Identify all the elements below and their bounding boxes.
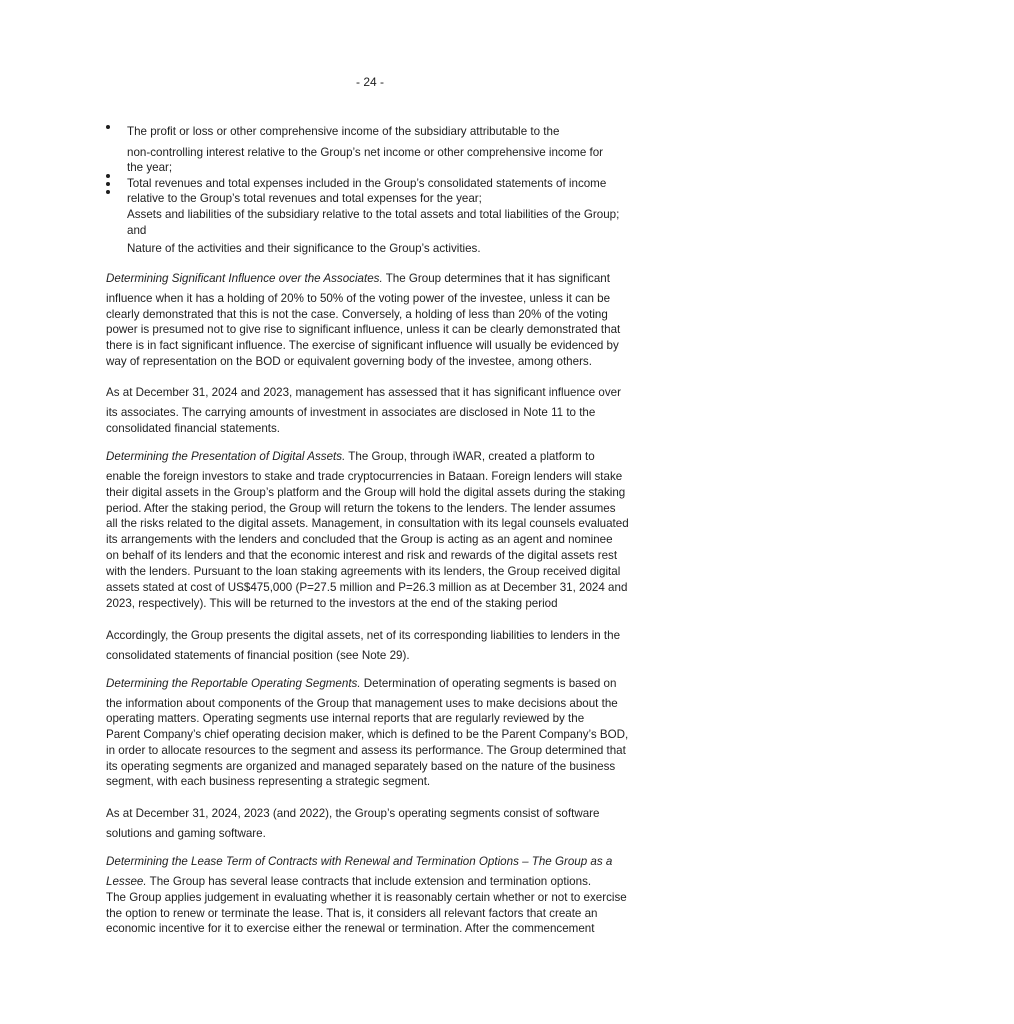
paragraph-line: with the lenders. Pursuant to the loan staking agreements with its lenders, the Group received digital — [106, 565, 621, 578]
bullet-marker — [106, 182, 110, 186]
paragraph-lead: Determination of operating segments is based on — [360, 677, 617, 690]
paragraph-line: Parent Company’s chief operating decision maker, which is defined to be the Parent Company’s BOD, — [106, 728, 629, 741]
bullet-marker — [106, 174, 110, 178]
paragraph-line: consolidated statements of financial position (see Note 29). — [106, 649, 410, 662]
paragraph-line: solutions and gaming software. — [106, 827, 266, 840]
paragraph-line — [106, 854, 612, 869]
bullet-text: and — [127, 224, 147, 237]
bullet-text: relative to the Group’s total revenues and total expenses for the year; — [127, 192, 482, 205]
paragraph-line: the option to renew or terminate the lease. That is, it considers all relevant factors that create an — [106, 907, 598, 920]
paragraph-line: there is in fact significant influence. The exercise of significant influence will usually be evidenced by — [106, 339, 619, 352]
paragraph-heading: Determining the Reportable Operating Segments. — [106, 677, 361, 690]
paragraph-line: period. After the staking period, the Group will return the tokens to the lenders. The lender assumes — [106, 502, 616, 515]
paragraph-line: power is presumed not to give rise to significant influence, unless it can be clearly demonstrated that — [106, 323, 621, 336]
paragraph-lead: The Group, through iWAR, created a platform to — [345, 450, 595, 463]
paragraph-line: Accordingly, the Group presents the digital assets, net of its corresponding liabilities to lenders in the — [106, 629, 621, 642]
page-number: - 24 - — [355, 75, 384, 89]
paragraph-line: economic incentive for it to exercise either the renewal or termination. After the commencement — [106, 922, 595, 935]
paragraph-line: in order to allocate resources to the segment and assess its performance. The Group determined that — [106, 744, 626, 757]
paragraph-line: all the risks related to the digital assets. Management, in consultation with its legal counsels evaluated — [106, 517, 629, 530]
paragraph-line: their digital assets in the Group’s platform and the Group will hold the digital assets during the staking — [106, 486, 626, 499]
bullet-text: non-controlling interest relative to the Group’s net income or other comprehensive income for — [127, 146, 604, 159]
paragraph-line: its operating segments are organized and managed separately based on the nature of the business — [106, 760, 616, 773]
paragraph-line: assets stated at cost of US$475,000 (P=27.5 million and P=26.3 million as at December 31, 2024 and — [106, 581, 628, 594]
bullet-text: Assets and liabilities of the subsidiary relative to the total assets and total liabilities of the Group; — [127, 208, 620, 221]
paragraph-heading: Determining Significant Influence over the Associates. — [106, 272, 383, 285]
paragraph-line — [106, 676, 616, 691]
paragraph-line: its arrangements with the lenders and concluded that the Group is acting as an agent and nominee — [106, 533, 613, 546]
paragraph-line: consolidated financial statements. — [106, 422, 281, 435]
paragraph-line: segment, with each business representing a strategic segment. — [106, 775, 431, 788]
paragraph-heading: Determining the Lease Term of Contracts with Renewal and Termination Options – The Group as a — [106, 855, 613, 868]
paragraph-line — [106, 271, 610, 286]
paragraph-line: enable the foreign investors to stake and trade cryptocurrencies in Bataan. Foreign lenders will stake — [106, 470, 623, 483]
paragraph-line: As at December 31, 2024, 2023 (and 2022), the Group’s operating segments consist of software — [106, 807, 600, 820]
paragraph-line: on behalf of its lenders and that the economic interest and risk and rewards of the digital assets rest — [106, 549, 618, 562]
paragraph-line: The Group applies judgement in evaluating whether it is reasonably certain whether or not to exercise — [106, 891, 627, 904]
paragraph-line — [106, 874, 591, 889]
paragraph-lead: The Group has several lease contracts that include extension and termination options. — [146, 875, 592, 888]
bullet-marker — [106, 190, 110, 194]
bullet-text: The profit or loss or other comprehensive income of the subsidiary attributable to the — [127, 125, 560, 138]
paragraph-line: influence when it has a holding of 20% to 50% of the voting power of the investee, unless it can be — [106, 292, 611, 305]
paragraph-lead: The Group determines that it has significant — [382, 272, 610, 285]
bullet-text: Nature of the activities and their significance to the Group’s activities. — [127, 242, 481, 255]
paragraph-line: 2023, respectively). This will be returned to the investors at the end of the staking period — [106, 597, 558, 610]
bullet-marker — [106, 125, 110, 129]
paragraph-line: clearly demonstrated that this is not the case. Conversely, a holding of less than 20% of the voting — [106, 308, 608, 321]
paragraph-heading: Lessee. — [106, 875, 147, 888]
paragraph-line: way of representation on the BOD or equivalent governing body of the investee, among others. — [106, 355, 592, 368]
bullet-text: the year; — [127, 161, 173, 174]
bullet-text: Total revenues and total expenses included in the Group’s consolidated statements of income — [127, 177, 607, 190]
paragraph-heading: Determining the Presentation of Digital Assets. — [106, 450, 346, 463]
paragraph-line: the information about components of the Group that management uses to make decisions about the — [106, 697, 618, 710]
paragraph-line: As at December 31, 2024 and 2023, management has assessed that it has significant influence over — [106, 386, 621, 399]
paragraph-line — [106, 449, 595, 464]
paragraph-line: its associates. The carrying amounts of investment in associates are disclosed in Note 11 to the — [106, 406, 596, 419]
paragraph-line: operating matters. Operating segments use internal reports that are regularly reviewed by the — [106, 712, 585, 725]
